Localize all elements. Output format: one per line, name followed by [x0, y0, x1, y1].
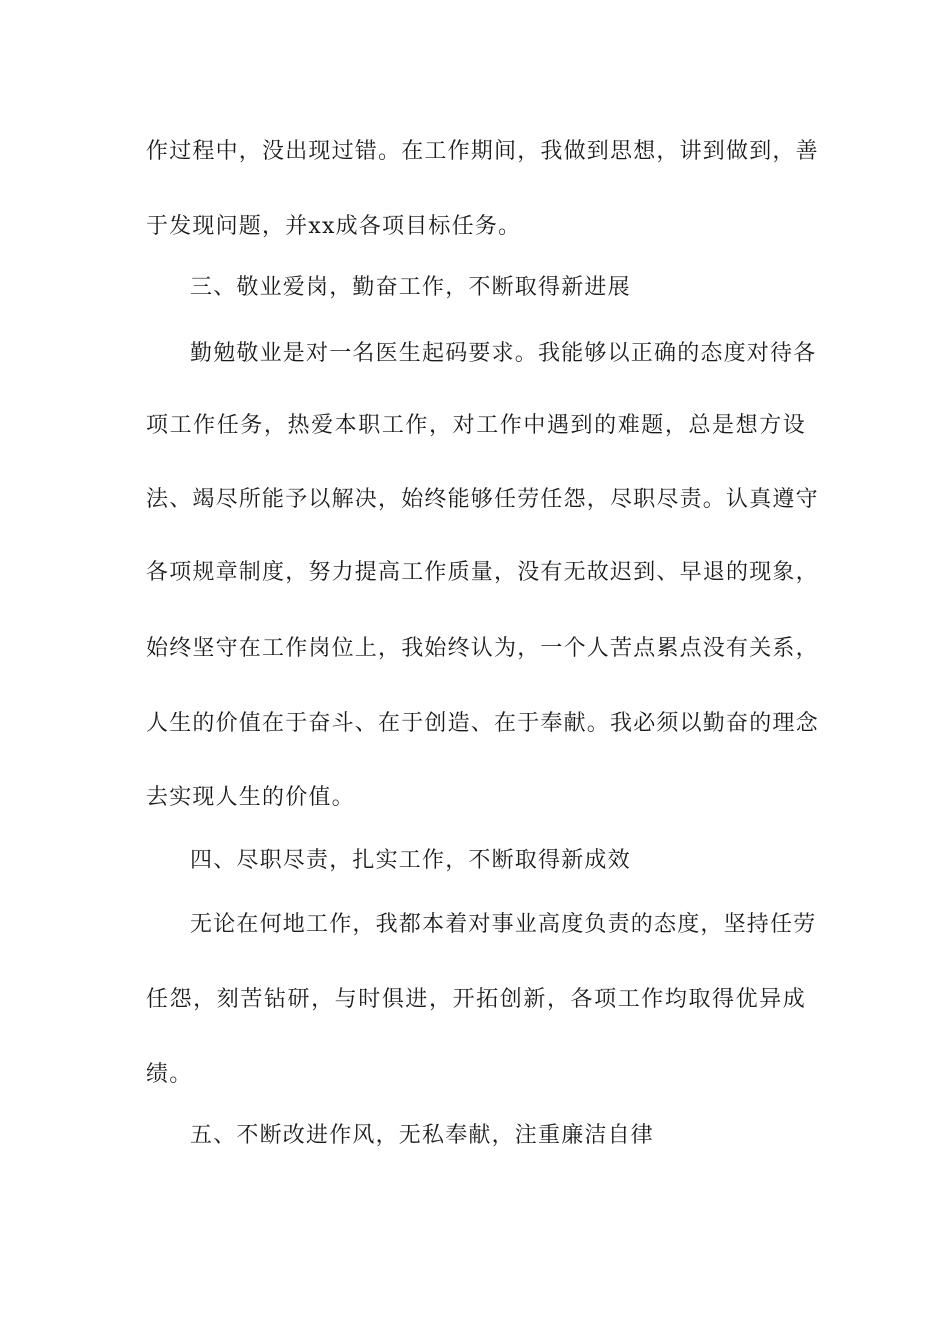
section-heading: 五、不断改进作风，无私奉献，注重廉洁自律: [190, 1123, 655, 1148]
body-text-line: 任怨，刻苦钻研，与时俱进，开拓创新，各项工作均取得优异成: [146, 987, 806, 1012]
body-text-line: 各项规章制度，努力提高工作质量，没有无故迟到、早退的现象，: [146, 560, 819, 585]
body-text-line: 作过程中，没出现过错。在工作期间，我做到思想，讲到做到，善: [146, 139, 819, 164]
body-text-line: 于发现问题，并xx成各项目标任务。: [146, 214, 522, 239]
section-heading: 四、尽职尽责，扎实工作，不断取得新成效: [190, 848, 631, 873]
body-text-line: 项工作任务，热爱本职工作，对工作中遇到的难题，总是想方设: [146, 413, 806, 438]
section-heading: 三、敬业爱岗，勤奋工作，不断取得新进展: [190, 275, 631, 300]
body-text-line: 法、竭尽所能予以解决，始终能够任劳任怨，尽职尽责。认真遵守: [146, 487, 819, 512]
body-text-line: 绩。: [146, 1062, 193, 1087]
body-text-line: 始终坚守在工作岗位上，我始终认为，一个人苦点累点没有关系，: [146, 636, 819, 661]
body-text-line: 人生的价值在于奋斗、在于创造、在于奉献。我必须以勤奋的理念: [146, 711, 819, 736]
body-text-line: 去实现人生的价值。: [146, 785, 355, 810]
body-text-line: 无论在何地工作，我都本着对事业高度负责的态度，坚持任劳: [190, 912, 817, 937]
body-text-line: 勤勉敬业是对一名医生起码要求。我能够以正确的态度对待各: [190, 341, 817, 366]
